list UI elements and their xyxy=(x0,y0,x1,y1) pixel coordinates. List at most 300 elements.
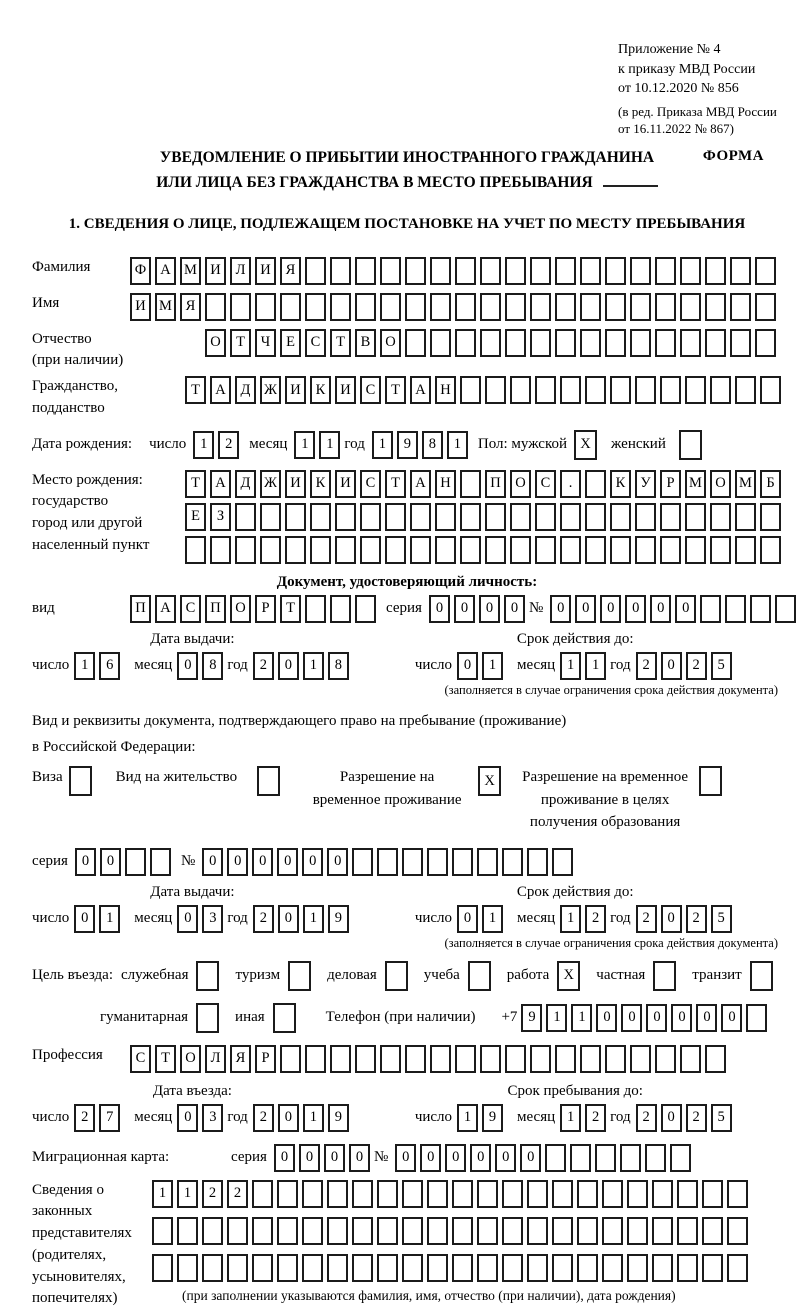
char-cell[interactable]: 0 xyxy=(420,1144,441,1172)
char-cell[interactable]: Ф xyxy=(130,257,151,285)
char-cell[interactable] xyxy=(455,257,476,285)
char-cell[interactable] xyxy=(630,1045,651,1073)
char-cell[interactable] xyxy=(677,1217,698,1245)
char-cell[interactable] xyxy=(452,1254,473,1282)
char-cell[interactable] xyxy=(679,430,702,460)
char-cell[interactable] xyxy=(455,293,476,321)
char-cell[interactable]: 0 xyxy=(324,1144,345,1172)
char-cell[interactable] xyxy=(610,536,631,564)
char-cell[interactable] xyxy=(670,1144,691,1172)
char-cell[interactable]: Ж xyxy=(260,376,281,404)
char-cell[interactable] xyxy=(330,595,351,623)
char-cell[interactable] xyxy=(485,376,506,404)
char-cell[interactable] xyxy=(352,1217,373,1245)
char-cell[interactable]: 2 xyxy=(636,652,657,680)
char-cell[interactable]: Я xyxy=(230,1045,251,1073)
char-cell[interactable]: 0 xyxy=(395,1144,416,1172)
char-cell[interactable] xyxy=(227,1254,248,1282)
char-cell[interactable] xyxy=(430,329,451,357)
char-cell[interactable]: 7 xyxy=(99,1104,120,1132)
char-cell[interactable] xyxy=(530,257,551,285)
char-cell[interactable]: Д xyxy=(235,470,256,498)
char-cell[interactable]: 1 xyxy=(585,652,606,680)
char-cell[interactable]: 0 xyxy=(445,1144,466,1172)
char-cell[interactable]: 5 xyxy=(711,1104,732,1132)
char-cell[interactable] xyxy=(760,376,781,404)
char-cell[interactable] xyxy=(377,1217,398,1245)
char-cell[interactable] xyxy=(477,848,498,876)
char-cell[interactable]: 0 xyxy=(177,652,198,680)
char-cell[interactable] xyxy=(196,1003,219,1033)
char-cell[interactable] xyxy=(377,1180,398,1208)
char-cell[interactable]: 0 xyxy=(278,652,299,680)
char-cell[interactable] xyxy=(305,1045,326,1073)
char-cell[interactable] xyxy=(485,503,506,531)
char-cell[interactable]: З xyxy=(210,503,231,531)
char-cell[interactable] xyxy=(252,1180,273,1208)
char-cell[interactable] xyxy=(510,376,531,404)
char-cell[interactable] xyxy=(69,766,92,796)
char-cell[interactable] xyxy=(302,1254,323,1282)
char-cell[interactable] xyxy=(452,1180,473,1208)
char-cell[interactable]: Ж xyxy=(260,470,281,498)
char-cell[interactable] xyxy=(627,1180,648,1208)
char-cell[interactable] xyxy=(602,1217,623,1245)
char-cell[interactable]: 0 xyxy=(327,848,348,876)
char-cell[interactable]: Т xyxy=(185,376,206,404)
char-cell[interactable]: 3 xyxy=(202,905,223,933)
char-cell[interactable]: 0 xyxy=(495,1144,516,1172)
char-cell[interactable]: 9 xyxy=(482,1104,503,1132)
char-cell[interactable] xyxy=(710,376,731,404)
char-cell[interactable] xyxy=(452,848,473,876)
char-cell[interactable] xyxy=(505,257,526,285)
char-cell[interactable] xyxy=(435,503,456,531)
char-cell[interactable]: О xyxy=(710,470,731,498)
char-cell[interactable]: 8 xyxy=(328,652,349,680)
char-cell[interactable]: 0 xyxy=(349,1144,370,1172)
char-cell[interactable]: С xyxy=(305,329,326,357)
char-cell[interactable] xyxy=(252,1217,273,1245)
char-cell[interactable]: 0 xyxy=(302,848,323,876)
char-cell[interactable] xyxy=(455,329,476,357)
char-cell[interactable]: X xyxy=(478,766,501,796)
char-cell[interactable]: А xyxy=(410,470,431,498)
char-cell[interactable] xyxy=(560,376,581,404)
char-cell[interactable] xyxy=(746,1004,767,1032)
char-cell[interactable]: О xyxy=(510,470,531,498)
char-cell[interactable]: Л xyxy=(230,257,251,285)
char-cell[interactable] xyxy=(510,536,531,564)
char-cell[interactable] xyxy=(235,536,256,564)
char-cell[interactable]: 8 xyxy=(422,431,443,459)
char-cell[interactable]: С xyxy=(360,376,381,404)
char-cell[interactable]: 1 xyxy=(303,905,324,933)
char-cell[interactable] xyxy=(435,536,456,564)
char-cell[interactable]: К xyxy=(610,470,631,498)
char-cell[interactable]: И xyxy=(130,293,151,321)
char-cell[interactable] xyxy=(555,1045,576,1073)
char-cell[interactable] xyxy=(555,329,576,357)
char-cell[interactable] xyxy=(580,293,601,321)
char-cell[interactable] xyxy=(705,329,726,357)
char-cell[interactable] xyxy=(660,503,681,531)
char-cell[interactable]: 0 xyxy=(504,595,525,623)
char-cell[interactable]: 2 xyxy=(686,652,707,680)
char-cell[interactable]: 2 xyxy=(253,652,274,680)
char-cell[interactable] xyxy=(352,1254,373,1282)
char-cell[interactable] xyxy=(702,1180,723,1208)
char-cell[interactable]: И xyxy=(285,376,306,404)
char-cell[interactable]: 0 xyxy=(274,1144,295,1172)
char-cell[interactable]: 0 xyxy=(675,595,696,623)
char-cell[interactable] xyxy=(405,257,426,285)
char-cell[interactable]: X xyxy=(557,961,580,991)
char-cell[interactable] xyxy=(330,1045,351,1073)
char-cell[interactable] xyxy=(377,1254,398,1282)
char-cell[interactable]: 8 xyxy=(202,652,223,680)
char-cell[interactable]: М xyxy=(155,293,176,321)
char-cell[interactable] xyxy=(702,1254,723,1282)
char-cell[interactable] xyxy=(630,293,651,321)
char-cell[interactable] xyxy=(402,1217,423,1245)
char-cell[interactable] xyxy=(685,376,706,404)
char-cell[interactable]: Е xyxy=(185,503,206,531)
char-cell[interactable] xyxy=(655,1045,676,1073)
char-cell[interactable] xyxy=(505,1045,526,1073)
char-cell[interactable]: 2 xyxy=(227,1180,248,1208)
char-cell[interactable] xyxy=(677,1254,698,1282)
char-cell[interactable]: П xyxy=(205,595,226,623)
char-cell[interactable] xyxy=(260,503,281,531)
char-cell[interactable] xyxy=(385,536,406,564)
char-cell[interactable]: Р xyxy=(660,470,681,498)
char-cell[interactable] xyxy=(405,293,426,321)
char-cell[interactable] xyxy=(685,536,706,564)
char-cell[interactable] xyxy=(605,257,626,285)
char-cell[interactable] xyxy=(645,1144,666,1172)
char-cell[interactable] xyxy=(580,329,601,357)
char-cell[interactable]: 1 xyxy=(457,1104,478,1132)
char-cell[interactable]: 2 xyxy=(253,905,274,933)
char-cell[interactable] xyxy=(427,848,448,876)
char-cell[interactable] xyxy=(727,1180,748,1208)
char-cell[interactable] xyxy=(227,1217,248,1245)
char-cell[interactable] xyxy=(660,536,681,564)
char-cell[interactable]: 2 xyxy=(636,905,657,933)
char-cell[interactable] xyxy=(310,503,331,531)
char-cell[interactable] xyxy=(305,293,326,321)
char-cell[interactable]: Т xyxy=(330,329,351,357)
char-cell[interactable]: С xyxy=(360,470,381,498)
char-cell[interactable]: 0 xyxy=(625,595,646,623)
char-cell[interactable]: 0 xyxy=(454,595,475,623)
char-cell[interactable] xyxy=(760,503,781,531)
char-cell[interactable]: 0 xyxy=(74,905,95,933)
char-cell[interactable] xyxy=(527,1180,548,1208)
char-cell[interactable] xyxy=(730,257,751,285)
char-cell[interactable] xyxy=(552,1180,573,1208)
char-cell[interactable] xyxy=(552,1217,573,1245)
char-cell[interactable]: 0 xyxy=(278,905,299,933)
char-cell[interactable] xyxy=(505,293,526,321)
char-cell[interactable]: Р xyxy=(255,1045,276,1073)
char-cell[interactable]: 2 xyxy=(686,905,707,933)
char-cell[interactable]: 0 xyxy=(650,595,671,623)
char-cell[interactable]: 0 xyxy=(696,1004,717,1032)
char-cell[interactable] xyxy=(552,848,573,876)
char-cell[interactable]: А xyxy=(155,595,176,623)
char-cell[interactable] xyxy=(302,1217,323,1245)
char-cell[interactable] xyxy=(610,503,631,531)
char-cell[interactable] xyxy=(277,1217,298,1245)
char-cell[interactable] xyxy=(699,766,722,796)
char-cell[interactable]: 1 xyxy=(372,431,393,459)
char-cell[interactable]: Н xyxy=(435,376,456,404)
char-cell[interactable] xyxy=(755,293,776,321)
char-cell[interactable]: Л xyxy=(205,1045,226,1073)
char-cell[interactable] xyxy=(177,1217,198,1245)
char-cell[interactable] xyxy=(327,1254,348,1282)
char-cell[interactable]: 9 xyxy=(328,1104,349,1132)
char-cell[interactable] xyxy=(530,1045,551,1073)
char-cell[interactable] xyxy=(305,257,326,285)
char-cell[interactable]: 0 xyxy=(457,905,478,933)
char-cell[interactable] xyxy=(477,1217,498,1245)
char-cell[interactable]: 0 xyxy=(621,1004,642,1032)
char-cell[interactable]: 1 xyxy=(560,1104,581,1132)
char-cell[interactable] xyxy=(502,1180,523,1208)
char-cell[interactable]: П xyxy=(130,595,151,623)
char-cell[interactable] xyxy=(585,470,606,498)
char-cell[interactable] xyxy=(705,293,726,321)
char-cell[interactable]: 0 xyxy=(596,1004,617,1032)
char-cell[interactable] xyxy=(502,1217,523,1245)
char-cell[interactable] xyxy=(430,293,451,321)
char-cell[interactable] xyxy=(630,329,651,357)
char-cell[interactable] xyxy=(552,1254,573,1282)
char-cell[interactable]: 2 xyxy=(253,1104,274,1132)
char-cell[interactable] xyxy=(727,1254,748,1282)
char-cell[interactable] xyxy=(427,1217,448,1245)
char-cell[interactable]: О xyxy=(180,1045,201,1073)
char-cell[interactable] xyxy=(230,293,251,321)
char-cell[interactable] xyxy=(280,293,301,321)
char-cell[interactable]: X xyxy=(574,430,597,460)
char-cell[interactable] xyxy=(760,536,781,564)
char-cell[interactable] xyxy=(730,293,751,321)
char-cell[interactable] xyxy=(510,503,531,531)
char-cell[interactable] xyxy=(705,1045,726,1073)
char-cell[interactable]: 1 xyxy=(571,1004,592,1032)
char-cell[interactable] xyxy=(327,1180,348,1208)
char-cell[interactable]: О xyxy=(205,329,226,357)
char-cell[interactable] xyxy=(755,329,776,357)
char-cell[interactable]: 1 xyxy=(482,652,503,680)
char-cell[interactable] xyxy=(385,503,406,531)
char-cell[interactable] xyxy=(385,961,408,991)
char-cell[interactable] xyxy=(380,293,401,321)
char-cell[interactable]: 0 xyxy=(479,595,500,623)
char-cell[interactable]: 0 xyxy=(177,905,198,933)
char-cell[interactable] xyxy=(530,293,551,321)
char-cell[interactable] xyxy=(535,376,556,404)
char-cell[interactable] xyxy=(355,257,376,285)
char-cell[interactable]: 2 xyxy=(585,905,606,933)
char-cell[interactable]: 2 xyxy=(74,1104,95,1132)
char-cell[interactable]: Ч xyxy=(255,329,276,357)
char-cell[interactable] xyxy=(335,536,356,564)
char-cell[interactable] xyxy=(602,1254,623,1282)
char-cell[interactable] xyxy=(680,293,701,321)
char-cell[interactable] xyxy=(402,1254,423,1282)
char-cell[interactable]: И xyxy=(255,257,276,285)
char-cell[interactable]: 0 xyxy=(277,848,298,876)
char-cell[interactable]: 0 xyxy=(227,848,248,876)
char-cell[interactable] xyxy=(402,1180,423,1208)
char-cell[interactable] xyxy=(655,257,676,285)
char-cell[interactable]: Е xyxy=(280,329,301,357)
char-cell[interactable]: 0 xyxy=(299,1144,320,1172)
char-cell[interactable] xyxy=(355,595,376,623)
char-cell[interactable]: П xyxy=(485,470,506,498)
char-cell[interactable]: Т xyxy=(230,329,251,357)
char-cell[interactable]: 1 xyxy=(447,431,468,459)
char-cell[interactable]: Н xyxy=(435,470,456,498)
char-cell[interactable]: О xyxy=(380,329,401,357)
char-cell[interactable]: К xyxy=(310,376,331,404)
char-cell[interactable] xyxy=(260,536,281,564)
char-cell[interactable]: С xyxy=(535,470,556,498)
char-cell[interactable] xyxy=(460,536,481,564)
char-cell[interactable] xyxy=(505,329,526,357)
char-cell[interactable] xyxy=(452,1217,473,1245)
char-cell[interactable] xyxy=(627,1217,648,1245)
char-cell[interactable] xyxy=(530,329,551,357)
char-cell[interactable]: 2 xyxy=(218,431,239,459)
char-cell[interactable] xyxy=(545,1144,566,1172)
char-cell[interactable]: М xyxy=(180,257,201,285)
char-cell[interactable]: 5 xyxy=(711,652,732,680)
char-cell[interactable]: 0 xyxy=(457,652,478,680)
char-cell[interactable] xyxy=(410,536,431,564)
char-cell[interactable] xyxy=(535,536,556,564)
char-cell[interactable] xyxy=(410,503,431,531)
char-cell[interactable] xyxy=(405,329,426,357)
char-cell[interactable] xyxy=(735,536,756,564)
char-cell[interactable]: 2 xyxy=(202,1180,223,1208)
char-cell[interactable]: А xyxy=(410,376,431,404)
char-cell[interactable] xyxy=(680,329,701,357)
char-cell[interactable]: О xyxy=(230,595,251,623)
char-cell[interactable]: 1 xyxy=(319,431,340,459)
char-cell[interactable] xyxy=(277,1180,298,1208)
char-cell[interactable] xyxy=(352,1180,373,1208)
char-cell[interactable]: 0 xyxy=(252,848,273,876)
char-cell[interactable]: 9 xyxy=(521,1004,542,1032)
char-cell[interactable]: 1 xyxy=(99,905,120,933)
char-cell[interactable] xyxy=(185,536,206,564)
char-cell[interactable] xyxy=(280,1045,301,1073)
char-cell[interactable] xyxy=(360,503,381,531)
char-cell[interactable] xyxy=(330,257,351,285)
char-cell[interactable] xyxy=(502,1254,523,1282)
char-cell[interactable]: 1 xyxy=(482,905,503,933)
char-cell[interactable]: 0 xyxy=(661,1104,682,1132)
char-cell[interactable] xyxy=(255,293,276,321)
char-cell[interactable] xyxy=(735,503,756,531)
char-cell[interactable]: 0 xyxy=(429,595,450,623)
char-cell[interactable]: 0 xyxy=(671,1004,692,1032)
char-cell[interactable] xyxy=(380,1045,401,1073)
char-cell[interactable] xyxy=(677,1180,698,1208)
char-cell[interactable]: 1 xyxy=(294,431,315,459)
char-cell[interactable]: И xyxy=(285,470,306,498)
char-cell[interactable] xyxy=(655,293,676,321)
char-cell[interactable]: 0 xyxy=(177,1104,198,1132)
char-cell[interactable]: 1 xyxy=(560,905,581,933)
char-cell[interactable]: 1 xyxy=(74,652,95,680)
char-cell[interactable] xyxy=(560,503,581,531)
char-cell[interactable] xyxy=(680,1045,701,1073)
char-cell[interactable]: 9 xyxy=(328,905,349,933)
char-cell[interactable] xyxy=(570,1144,591,1172)
char-cell[interactable]: 1 xyxy=(560,652,581,680)
char-cell[interactable] xyxy=(585,503,606,531)
char-cell[interactable] xyxy=(485,536,506,564)
char-cell[interactable]: М xyxy=(685,470,706,498)
char-cell[interactable] xyxy=(602,1180,623,1208)
char-cell[interactable] xyxy=(527,1254,548,1282)
char-cell[interactable] xyxy=(527,848,548,876)
char-cell[interactable] xyxy=(710,536,731,564)
char-cell[interactable]: 0 xyxy=(721,1004,742,1032)
char-cell[interactable]: У xyxy=(635,470,656,498)
char-cell[interactable] xyxy=(750,961,773,991)
char-cell[interactable] xyxy=(627,1254,648,1282)
char-cell[interactable] xyxy=(460,376,481,404)
char-cell[interactable] xyxy=(630,257,651,285)
char-cell[interactable] xyxy=(285,536,306,564)
char-cell[interactable] xyxy=(620,1144,641,1172)
char-cell[interactable] xyxy=(430,257,451,285)
char-cell[interactable] xyxy=(700,595,721,623)
char-cell[interactable]: 0 xyxy=(470,1144,491,1172)
char-cell[interactable] xyxy=(355,1045,376,1073)
char-cell[interactable]: 0 xyxy=(600,595,621,623)
char-cell[interactable] xyxy=(455,1045,476,1073)
char-cell[interactable] xyxy=(177,1254,198,1282)
char-cell[interactable]: 2 xyxy=(636,1104,657,1132)
char-cell[interactable] xyxy=(535,503,556,531)
char-cell[interactable] xyxy=(710,503,731,531)
char-cell[interactable] xyxy=(555,293,576,321)
char-cell[interactable]: 0 xyxy=(75,848,96,876)
char-cell[interactable]: М xyxy=(735,470,756,498)
char-cell[interactable]: Т xyxy=(385,376,406,404)
char-cell[interactable]: С xyxy=(180,595,201,623)
char-cell[interactable] xyxy=(585,376,606,404)
char-cell[interactable]: И xyxy=(205,257,226,285)
char-cell[interactable]: Я xyxy=(280,257,301,285)
char-cell[interactable]: И xyxy=(335,470,356,498)
char-cell[interactable]: И xyxy=(335,376,356,404)
char-cell[interactable] xyxy=(202,1254,223,1282)
char-cell[interactable] xyxy=(152,1254,173,1282)
char-cell[interactable] xyxy=(480,257,501,285)
char-cell[interactable]: 0 xyxy=(202,848,223,876)
char-cell[interactable]: 0 xyxy=(278,1104,299,1132)
